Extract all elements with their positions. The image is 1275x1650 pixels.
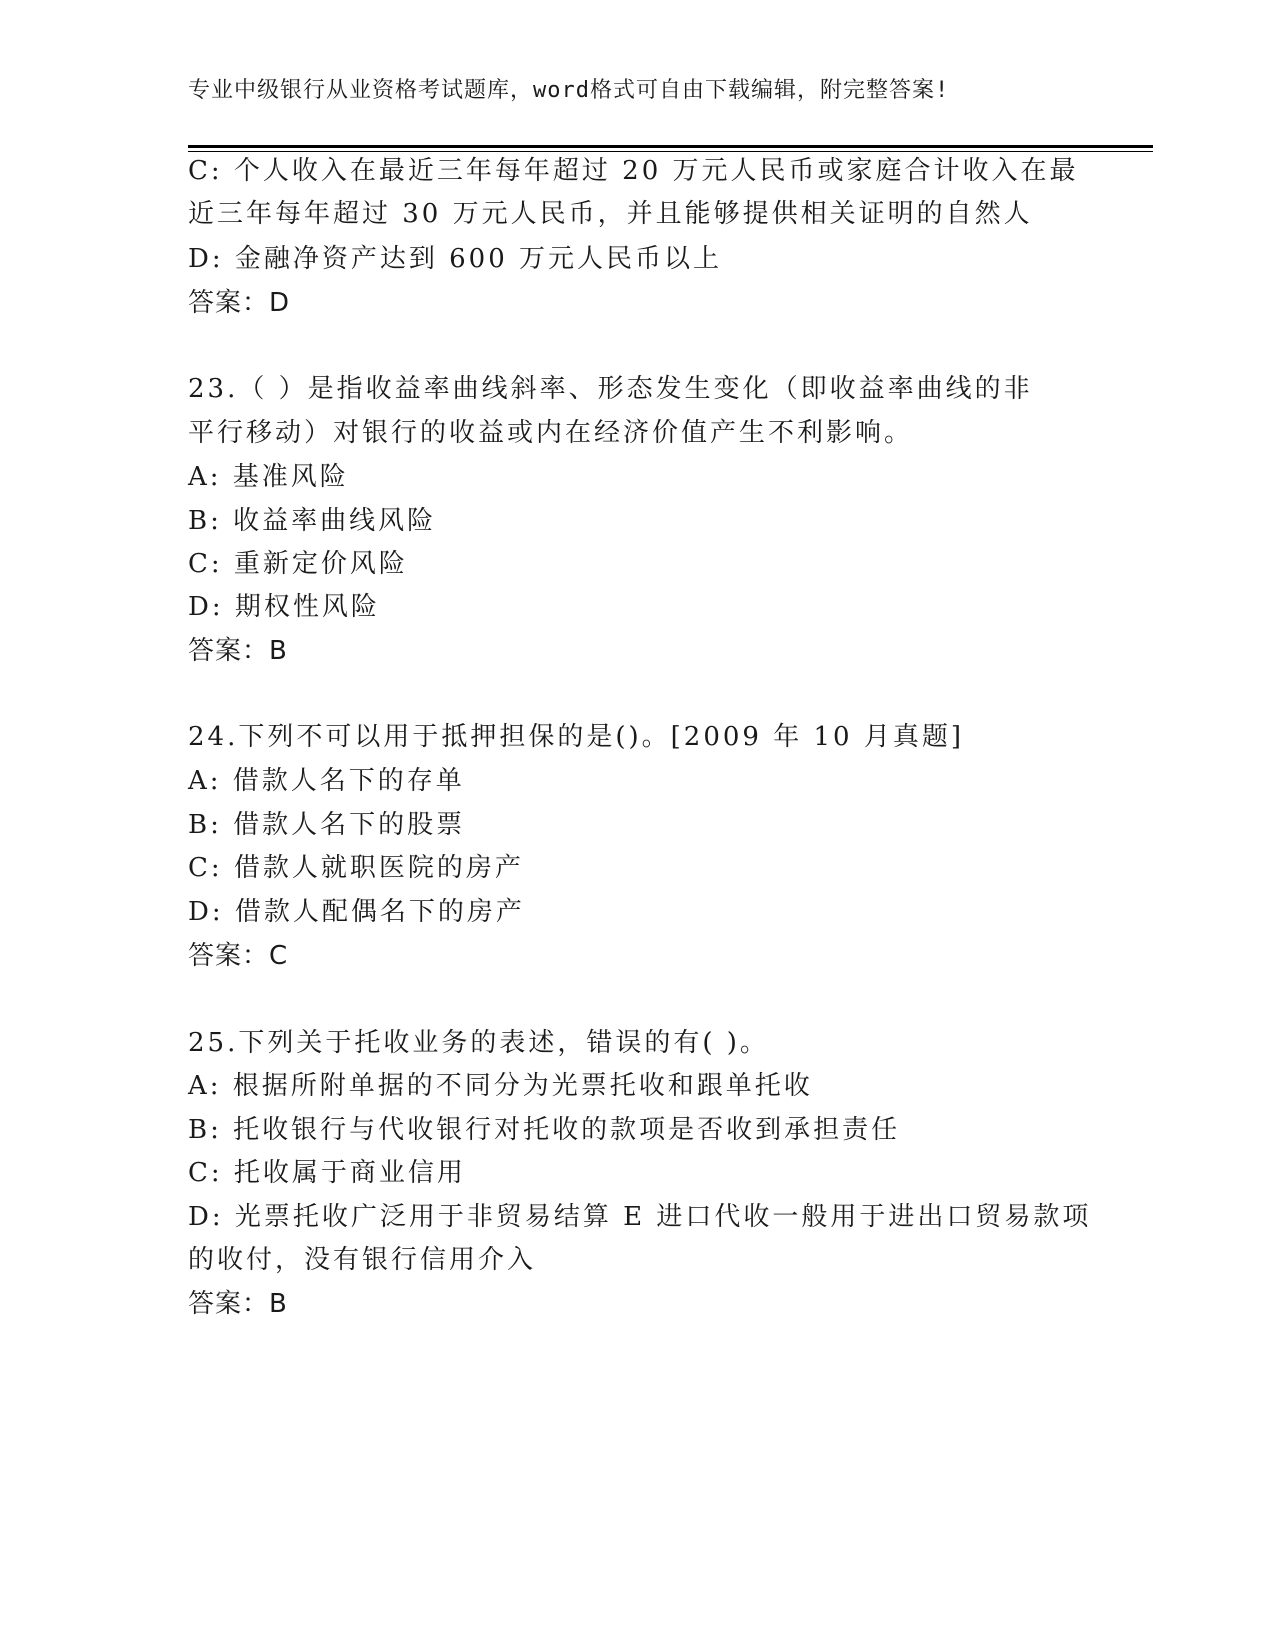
q24-answer: 答案：C — [188, 941, 289, 971]
q23-option-a: A: 基准风险 — [188, 462, 349, 492]
q24-option-a: A: 借款人名下的存单 — [188, 766, 465, 796]
header-rule-thick — [188, 145, 1153, 148]
q25-answer: 答案：B — [188, 1289, 288, 1319]
q25-option-d-line2: 的收付，没有银行信用介入 — [188, 1245, 537, 1275]
q24-stem: 24.下列不可以用于抵押担保的是()。[2009 年 10 月真题] — [188, 722, 964, 752]
header-rule-thin — [188, 151, 1153, 152]
q25-option-a: A: 根据所附单据的不同分为光票托收和跟单托收 — [188, 1071, 813, 1101]
q24-option-d: D: 借款人配偶名下的房产 — [188, 897, 525, 927]
q24-option-b: B: 借款人名下的股票 — [188, 810, 466, 840]
prev-option-c-line2: 近三年每年超过 30 万元人民币，并且能够提供相关证明的自然人 — [188, 199, 1033, 229]
q23-option-d: D: 期权性风险 — [188, 592, 380, 622]
q23-option-b: B: 收益率曲线风险 — [188, 506, 437, 536]
q23-option-c: C: 重新定价风险 — [188, 549, 408, 579]
prev-answer: 答案：D — [188, 288, 291, 318]
q23-stem-line1: 23.（ ）是指收益率曲线斜率、形态发生变化（即收益率曲线的非 — [188, 374, 1033, 404]
q25-option-c: C: 托收属于商业信用 — [188, 1158, 466, 1188]
q24-option-c: C: 借款人就职医院的房产 — [188, 853, 524, 883]
prev-option-d: D: 金融净资产达到 600 万元人民币以上 — [188, 244, 723, 274]
prev-option-c-line1: C: 个人收入在最近三年每年超过 20 万元人民币或家庭合计收入在最 — [188, 156, 1079, 186]
q23-stem-line2: 平行移动）对银行的收益或内在经济价值产生不利影响。 — [188, 418, 914, 448]
q25-option-d-line1: D: 光票托收广泛用于非贸易结算 E 进口代收一般用于进出口贸易款项 — [188, 1202, 1092, 1232]
header-title: 专业中级银行从业资格考试题库，word格式可自由下载编辑，附完整答案! — [188, 78, 950, 103]
q25-stem: 25.下列关于托收业务的表述，错误的有( )。 — [188, 1028, 769, 1058]
q23-answer: 答案：B — [188, 636, 288, 666]
q25-option-b: B: 托收银行与代收银行对托收的款项是否收到承担责任 — [188, 1115, 901, 1145]
